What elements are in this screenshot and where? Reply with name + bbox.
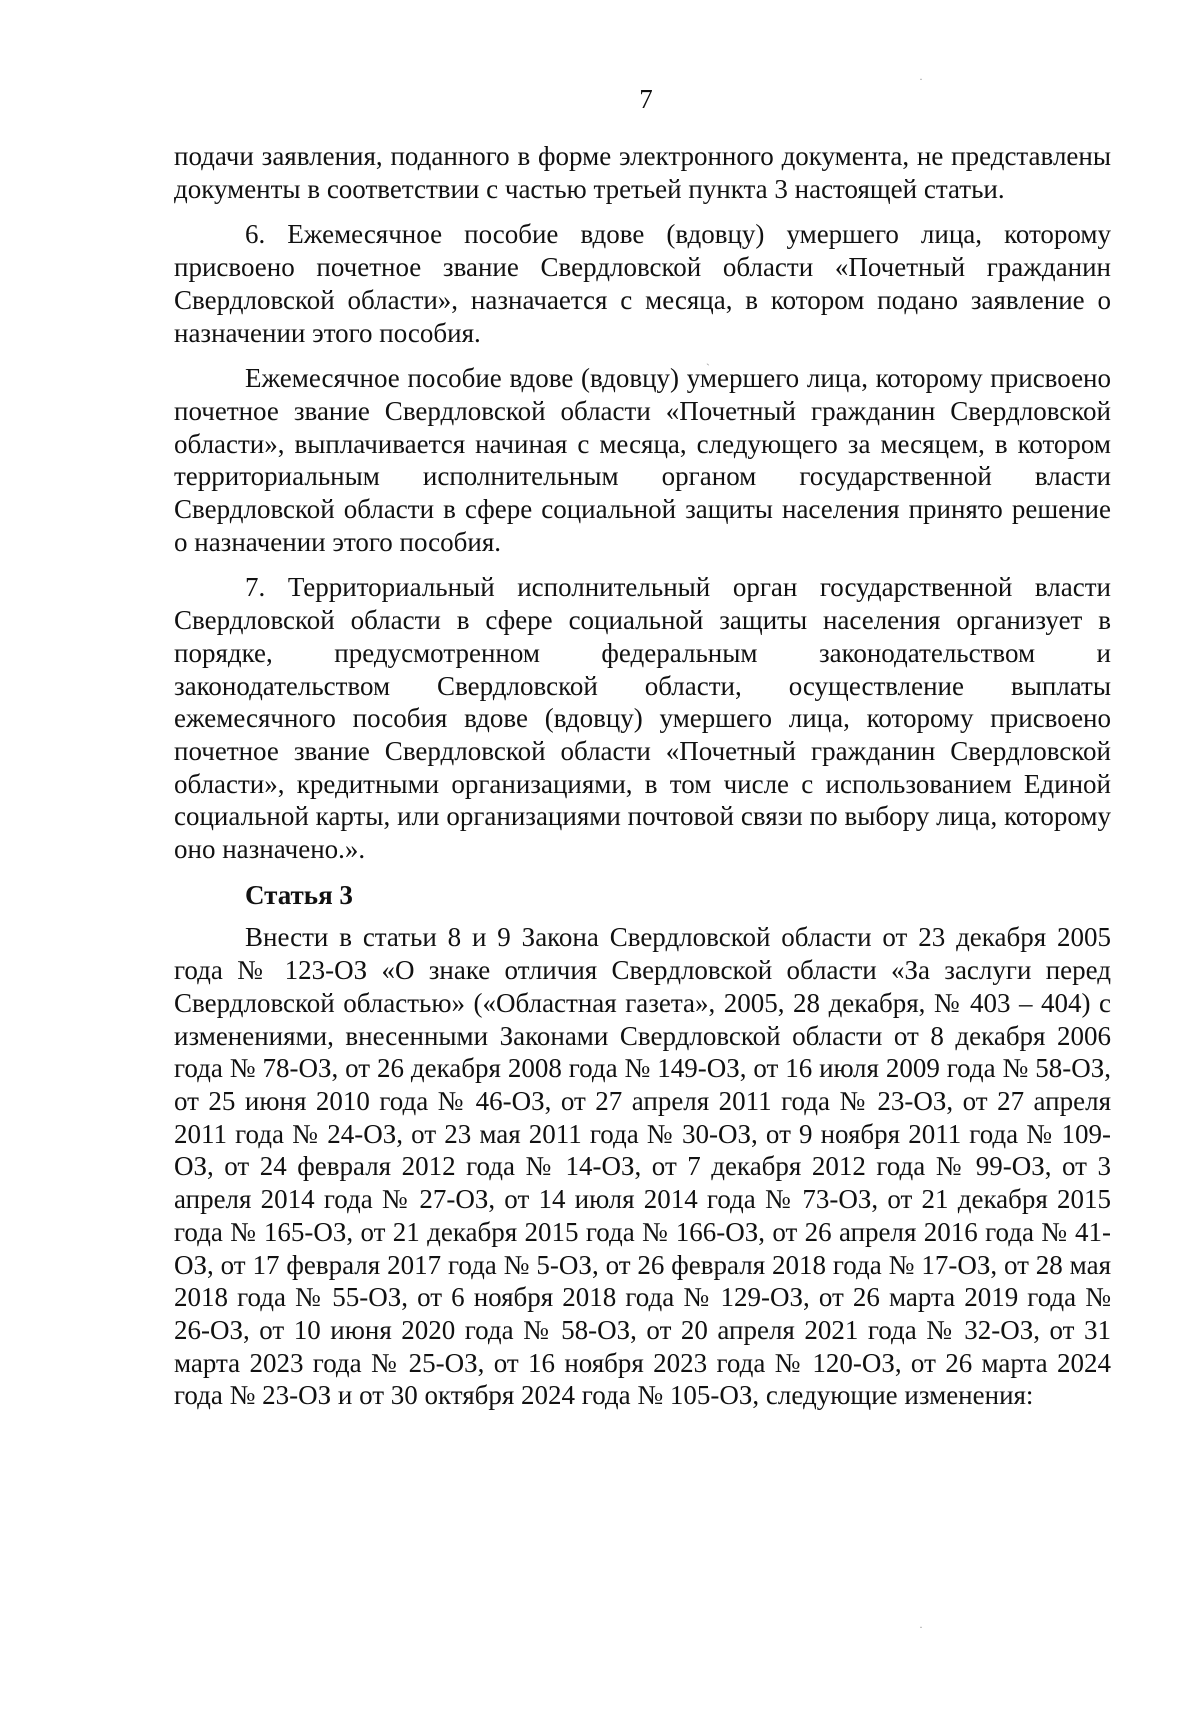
paragraph-continuation: подачи заявления, поданного в форме электронного документа, не представлены документы в соответствии с частью третьей пункта 3 настоящей статьи. (174, 141, 1111, 204)
scan-speck: ˏ (706, 352, 710, 366)
page-number: 7 (639, 84, 653, 114)
document-body (174, 140, 1111, 1425)
paragraph-item-6-part-2: Ежемесячное пособие вдове (вдовцу) умершего лица, которому присвоено почетное звание Свердловской области «Почетный гражданин Свердловской области», выплачивается начиная с месяца, следующего за месяцем, в котором территориальным исполнительным органом государственной власти Свердловской области в сфере социальной защиты населения принято решение о назначении этого пособия. (174, 363, 1111, 557)
article-heading: Статья 3 (245, 879, 353, 910)
scan-speck: · (919, 72, 923, 86)
paragraph-item-6: 6. Ежемесячное пособие вдове (вдовцу) умершего лица, которому присвоено почетное звание Свердловской области «Почетный гражданин Свердловской области», назначается с месяца, в котором подано заявление о назначении этого пособия. (174, 219, 1111, 348)
paragraph-article-3: Внести в статьи 8 и 9 Закона Свердловской области от 23 декабря 2005 года № 123-ОЗ «О знаке отличия Свердловской области «За заслуги перед Свердловской областью» («Областная газета», 2005, 28 декабря, № 403 – 404) с изменениями, внесенными Законами Свердловской области от 8 декабря 2006 года № 78-ОЗ, от 26 декабря 2008 года № 149-ОЗ, от 16 июля 2009 года № 58-ОЗ, от 25 июня 2010 года № 46-ОЗ, от 27 апреля 2011 года № 23-ОЗ, от 27 апреля 2011 года № 24-ОЗ, от 23 мая 2011 года № 30-ОЗ, от 9 ноября 2011 года № 109-ОЗ, от 24 февраля 2012 года № 14-ОЗ, от 7 декабря 2012 года № 99-ОЗ, от 3 апреля 2014 года № 27-ОЗ, от 14 июля 2014 года № 73-ОЗ, от 21 декабря 2015 года № 165-ОЗ, от 21 декабря 2015 года № 166-ОЗ, от 26 апреля 2016 года № 41-ОЗ, от 17 февраля 2017 года № 5-ОЗ, от 26 февраля 2018 года № 17-ОЗ, от 28 мая 2018 года № 55-ОЗ, от 6 ноября 2018 года № 129-ОЗ, от 26 марта 2019 года № 26-ОЗ, от 10 июня 2020 года № 58-ОЗ, от 20 апреля 2021 года № 32-ОЗ, от 31 марта 2023 года № 25-ОЗ, от 16 ноября 2023 года № 120-ОЗ, от 26 марта 2024 года № 23-ОЗ и от 30 октября 2024 года № 105-ОЗ, следующие изменения: (174, 922, 1111, 1411)
paragraph-item-7: 7. Территориальный исполнительный орган государственной власти Свердловской области в сфере социальной защиты населения организует в порядке, предусмотренном федеральным законодательством и законодательством Свердловской области, осуществление выплаты ежемесячного пособия вдове (вдовцу) умершего лица, которому присвоено почетное звание Свердловской области «Почетный гражданин Свердловской области», кредитными организациями, в том числе с использованием Единой социальной карты, или организациями почтовой связи по выбору лица, которому оно назначено.». (174, 572, 1111, 865)
scan-speck: · (919, 1620, 923, 1634)
